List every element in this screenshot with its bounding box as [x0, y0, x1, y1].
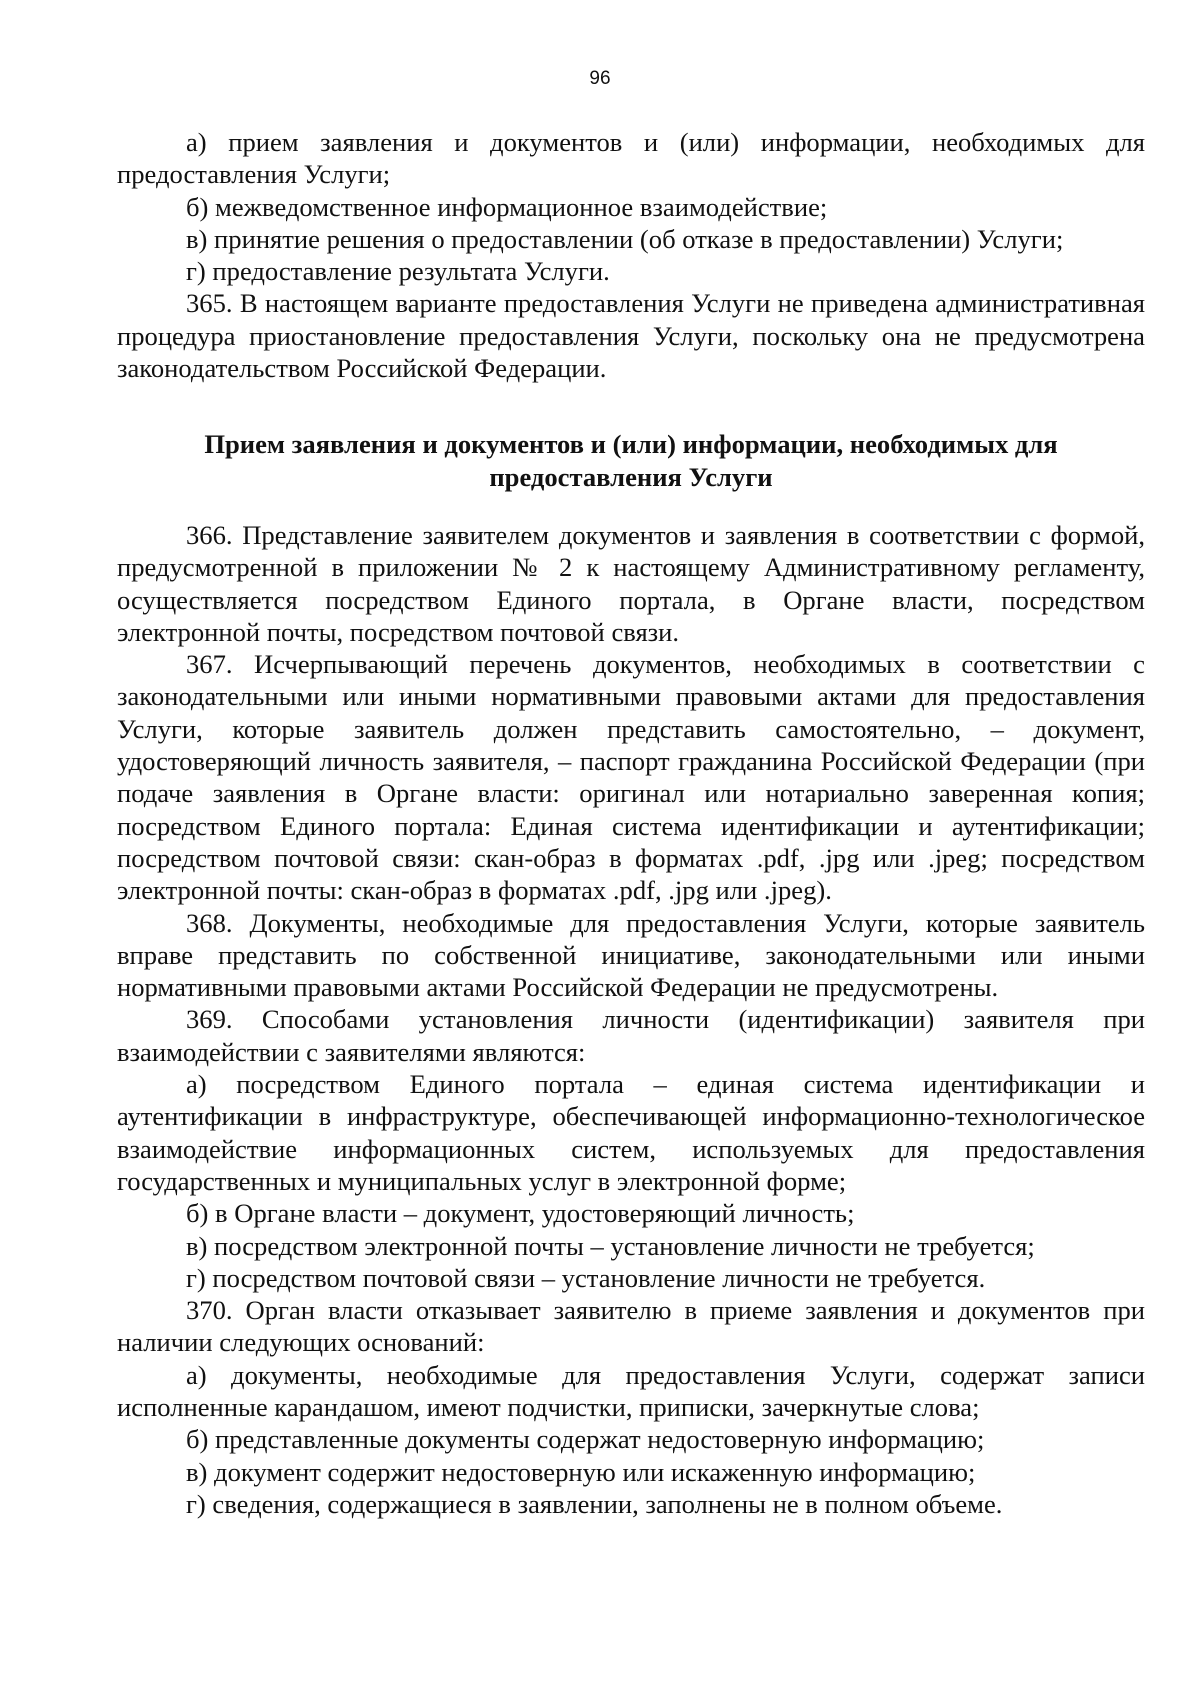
list-item-369-a: а) посредством Единого портала – единая система идентификации и аутентификации в инфраструктуре, обеспечивающей информационно-технологическое взаимодействие информационных систем, используемых для предоставления государственных и муниципальных услуг в электронной форме;: [117, 1069, 1145, 1196]
paragraph-366: 366. Представление заявителем документов и заявления в соответствии с формой, предусмотренной в приложении № 2 к настоящему Административному регламенту, осуществляется посредством Единого портала, в Органе власти, посредством электронной почты, посредством почтовой связи.: [117, 519, 1145, 647]
list-item-v-stage: в) принятие решения о предоставлении (об отказе в предоставлении) Услуги;: [186, 223, 1064, 254]
list-item-370-a: а) документы, необходимые для предоставления Услуги, содержат записи исполненные карандашом, имеют подчистки, приписки, зачеркнутые слова;: [117, 1359, 1145, 1422]
paragraph-370: 370. Орган власти отказывает заявителю в приеме заявления и документов при наличии следующих оснований:: [117, 1295, 1145, 1358]
paragraph-369: 369. Способами установления личности (идентификации) заявителя при взаимодействии с заявителями являются:: [117, 1004, 1145, 1067]
list-item-369-v: в) посредством электронной почты – установление личности не требуется;: [186, 1230, 1035, 1261]
list-item-369-g: г) посредством почтовой связи – установление личности не требуется.: [186, 1262, 986, 1293]
list-item-370-v: в) документ содержит недостоверную или искаженную информацию;: [186, 1456, 976, 1487]
section-heading: Прием заявления и документов и (или) информации, необходимых для предоставления Услуги: [204, 429, 1058, 492]
list-item-a-stage: а) прием заявления и документов и (или) информации, необходимых для предоставления Услуги;: [117, 127, 1145, 190]
paragraph-367: 367. Исчерпывающий перечень документов, необходимых в соответствии с законодательными или иными нормативными правовыми актами для предоставления Услуги, которые заявитель должен представить самостоятельно, – документ, удостоверяющий личность заявителя, – паспорт гражданина Российской Федерации (при подаче заявления в Органе власти: оригинал или нотариально заверенная копия; посредством Единого портала: Единая система идентификации и аутентификации; посредством почтовой связи: скан-образ в форматах .pdf, .jpg или .jpeg; посредством электронной почты: скан-образ в форматах .pdf, .jpg или .jpeg).: [117, 649, 1145, 906]
paragraph-368: 368. Документы, необходимые для предоставления Услуги, которые заявитель вправе представить по собственной инициативе, законодательными или иными нормативными правовыми актами Российской Федерации не предусмотрены.: [117, 907, 1145, 1003]
list-item-370-g: г) сведения, содержащиеся в заявлении, заполнены не в полном объеме.: [186, 1488, 1003, 1519]
list-item-b-stage: б) межведомственное информационное взаимодействие;: [186, 191, 828, 222]
list-item-370-b: б) представленные документы содержат недостоверную информацию;: [186, 1424, 985, 1455]
list-item-369-b: б) в Органе власти – документ, удостоверяющий личность;: [186, 1198, 855, 1229]
page-number: 96: [589, 68, 611, 89]
paragraph-365: 365. В настоящем варианте предоставления Услуги не приведена административная процедура приостановление предоставления Услуги, поскольку она не предусмотрена законодательством Российской Федерации.: [117, 288, 1145, 384]
document-body: [117, 126, 1145, 1520]
list-item-g-stage: г) предоставление результата Услуги.: [186, 256, 610, 287]
